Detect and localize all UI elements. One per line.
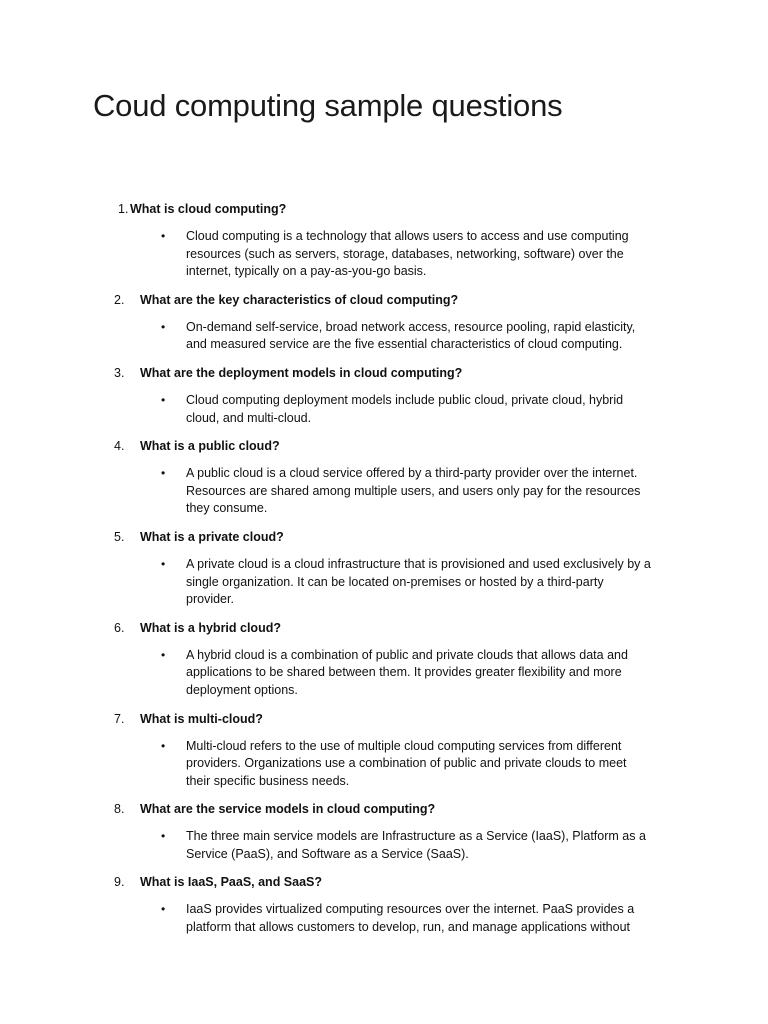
document-title: Coud computing sample questions xyxy=(93,88,563,123)
qa-item-4 xyxy=(0,437,768,518)
question-number: 9. xyxy=(114,875,125,890)
answer-line: and measured service are the five essential characteristics of cloud computing. xyxy=(186,337,623,352)
answer-bullet xyxy=(0,828,678,863)
bullet-icon: • xyxy=(161,556,166,571)
question-list xyxy=(0,200,768,947)
question-text: What is a public cloud? xyxy=(140,439,280,454)
answer-bullet xyxy=(0,556,678,609)
answer-line: A private cloud is a cloud infrastructure that is provisioned and used exclusively by a xyxy=(186,556,651,571)
answer-line: providers. Organizations use a combination of public and private clouds to meet xyxy=(186,756,627,771)
question-text: What is multi-cloud? xyxy=(140,711,263,726)
question-text: What is a hybrid cloud? xyxy=(140,620,281,635)
question-heading xyxy=(0,528,768,546)
answer-line: provider. xyxy=(186,592,234,607)
answer-bullet xyxy=(0,228,678,281)
qa-item-7 xyxy=(0,710,768,791)
question-heading xyxy=(0,800,768,818)
question-heading xyxy=(0,437,768,455)
qa-item-1 xyxy=(0,200,768,281)
answer-bullet xyxy=(0,392,678,427)
qa-item-5 xyxy=(0,528,768,609)
answer-line: The three main service models are Infrastructure as a Service (IaaS), Platform as a xyxy=(186,829,646,844)
question-number: 1. xyxy=(118,202,129,216)
question-heading xyxy=(0,291,768,309)
answer-line: Service (PaaS), and Software as a Service (SaaS). xyxy=(186,846,469,861)
bullet-icon: • xyxy=(161,829,166,844)
answer-line: Multi-cloud refers to the use of multiple cloud computing services from different xyxy=(186,738,622,753)
bullet-icon: • xyxy=(161,229,166,243)
answer-line: A hybrid cloud is a combination of public and private clouds that allows data and xyxy=(186,647,628,662)
qa-item-8 xyxy=(0,800,768,863)
answer-bullet xyxy=(0,465,678,518)
question-text: What are the deployment models in cloud computing? xyxy=(140,365,463,380)
question-heading xyxy=(0,710,768,728)
question-text: What is IaaS, PaaS, and SaaS? xyxy=(140,875,323,890)
qa-item-6 xyxy=(0,619,768,700)
answer-line: platform that allows customers to develop, run, and manage applications without xyxy=(186,920,630,935)
answer-line: their specific business needs. xyxy=(186,773,350,788)
answer-line: internet, typically on a pay-as-you-go basis. xyxy=(186,264,427,279)
bullet-icon: • xyxy=(161,392,166,407)
bullet-icon: • xyxy=(161,647,166,662)
answer-line: IaaS provides virtualized computing resources over the internet. PaaS provides a xyxy=(186,902,635,917)
bullet-icon: • xyxy=(161,738,166,753)
bullet-icon: • xyxy=(161,902,166,917)
answer-line: Cloud computing is a technology that allows users to access and use computing xyxy=(186,229,629,243)
question-text: What are the service models in cloud computing? xyxy=(140,802,436,817)
question-number: 8. xyxy=(114,802,125,817)
answer-line: cloud, and multi-cloud. xyxy=(186,410,312,425)
qa-item-9 xyxy=(0,873,768,936)
question-number: 3. xyxy=(114,365,125,380)
question-number: 2. xyxy=(114,292,125,307)
answer-line: applications to be shared between them. It provides greater flexibility and more xyxy=(186,665,622,680)
question-heading xyxy=(0,364,768,382)
question-text: What is a private cloud? xyxy=(140,529,284,544)
answer-line: deployment options. xyxy=(186,682,298,697)
question-number: 6. xyxy=(114,620,125,635)
answer-bullet xyxy=(0,901,678,936)
question-number: 4. xyxy=(114,439,125,454)
question-text: What are the key characteristics of cloud computing? xyxy=(140,292,459,307)
answer-line: Resources are shared among multiple users, and users only pay for the resources xyxy=(186,483,641,498)
question-heading xyxy=(0,200,768,218)
answer-bullet xyxy=(0,647,678,700)
question-heading xyxy=(0,619,768,637)
answer-line: they consume. xyxy=(186,501,268,516)
question-number: 5. xyxy=(114,529,125,544)
answer-line: single organization. It can be located on-premises or hosted by a third-party xyxy=(186,574,604,589)
question-text: What is cloud computing? xyxy=(130,202,287,216)
answer-line: resources (such as servers, storage, databases, networking, software) over the xyxy=(186,246,624,261)
qa-item-3 xyxy=(0,364,768,427)
question-number: 7. xyxy=(114,711,125,726)
answer-bullet xyxy=(0,319,678,354)
answer-line: Cloud computing deployment models include public cloud, private cloud, hybrid xyxy=(186,392,624,407)
question-heading xyxy=(0,873,768,891)
bullet-icon: • xyxy=(161,466,166,481)
answer-line: On-demand self-service, broad network access, resource pooling, rapid elasticity, xyxy=(186,319,636,334)
qa-item-2 xyxy=(0,291,768,354)
bullet-icon: • xyxy=(161,319,166,334)
answer-line: A public cloud is a cloud service offered by a third-party provider over the internet. xyxy=(186,466,638,481)
answer-bullet xyxy=(0,738,678,791)
